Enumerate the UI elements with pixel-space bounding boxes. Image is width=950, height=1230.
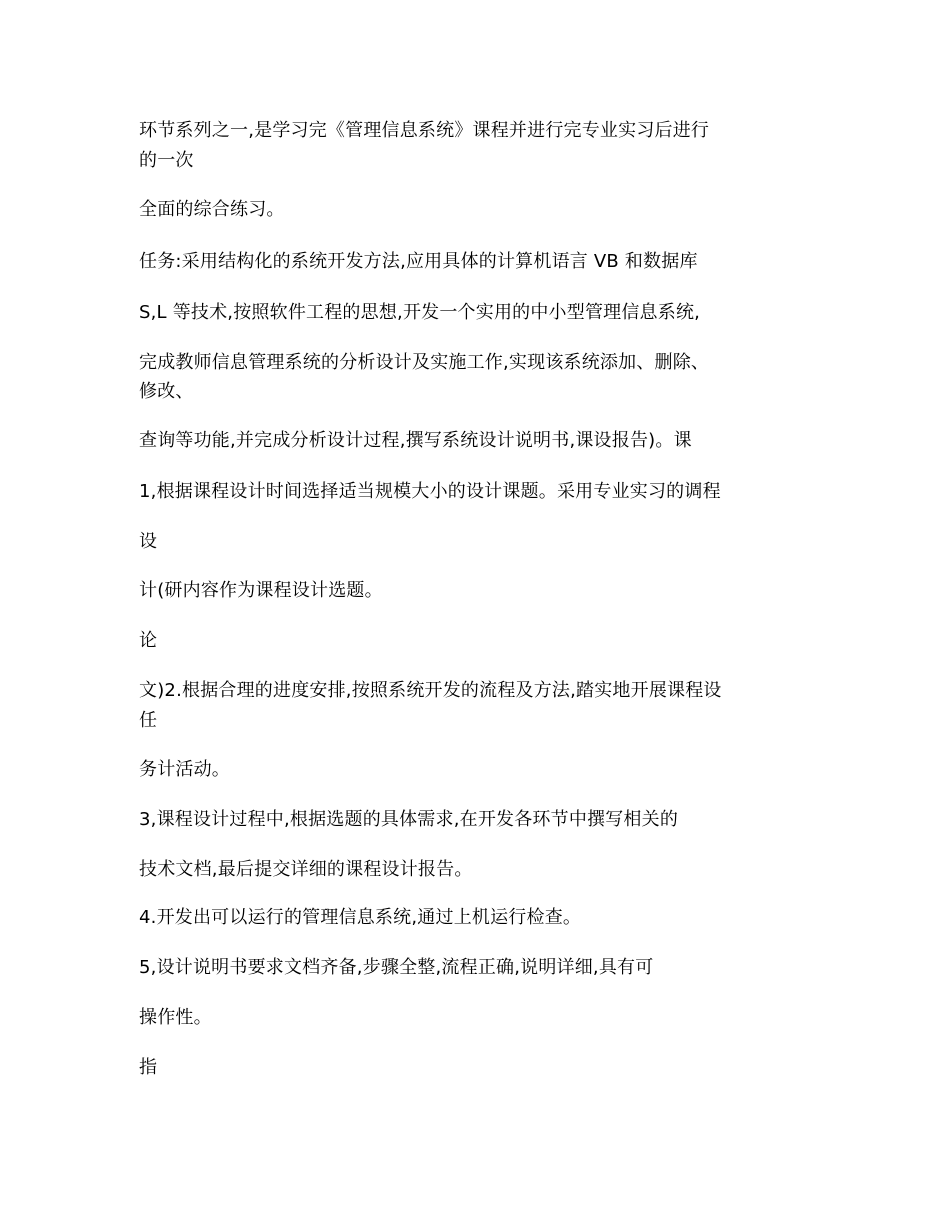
text-line: 5,设计说明书要求文档齐备,步骤全整,流程正确,说明详细,具有可 bbox=[139, 957, 654, 978]
text-line: 4.开发出可以运行的管理信息系统,通过上机运行检查。 bbox=[139, 907, 582, 928]
text-line: 计(研内容作为课程设计选题。 bbox=[139, 580, 383, 601]
text-line: 全面的综合练习。 bbox=[139, 199, 285, 220]
text-line: 论 bbox=[139, 630, 158, 651]
text-line: 查询等功能,并完成分析设计过程,撰写系统设计说明书,课设报告)。课 bbox=[139, 430, 692, 451]
text-line: 务计活动。 bbox=[139, 759, 230, 780]
text-line: 文)2.根据合理的进度安排,按照系统开发的流程及方法,踏实地开展课程设 bbox=[139, 680, 722, 701]
text-line: 任务:采用结构化的系统开发方法,应用具体的计算机语言 VB 和数据库 bbox=[139, 251, 698, 272]
text-line: 的一次 bbox=[139, 150, 194, 171]
text-line: S,L 等技术,按照软件工程的思想,开发一个实用的中小型管理信息系统, bbox=[139, 302, 701, 323]
text-line: 3,课程设计过程中,根据选题的具体需求,在开发各环节中撰写相关的 bbox=[139, 809, 679, 830]
text-line: 环节系列之一,是学习完《管理信息系统》课程并进行完专业实习后进行 bbox=[139, 120, 710, 141]
text-line: 设 bbox=[139, 531, 158, 552]
text-line: 技术文档,最后提交详细的课程设计报告。 bbox=[139, 859, 473, 880]
text-line: 完成教师信息管理系统的分析设计及实施工作,实现该系统添加、删除、 bbox=[139, 352, 710, 373]
text-line: 任 bbox=[139, 710, 158, 731]
text-line: 1,根据课程设计时间选择适当规模大小的设计课题。采用专业实习的调程 bbox=[139, 481, 721, 502]
text-line: 操作性。 bbox=[139, 1007, 212, 1028]
text-line: 修改、 bbox=[139, 381, 194, 402]
text-line: 指 bbox=[139, 1057, 158, 1078]
